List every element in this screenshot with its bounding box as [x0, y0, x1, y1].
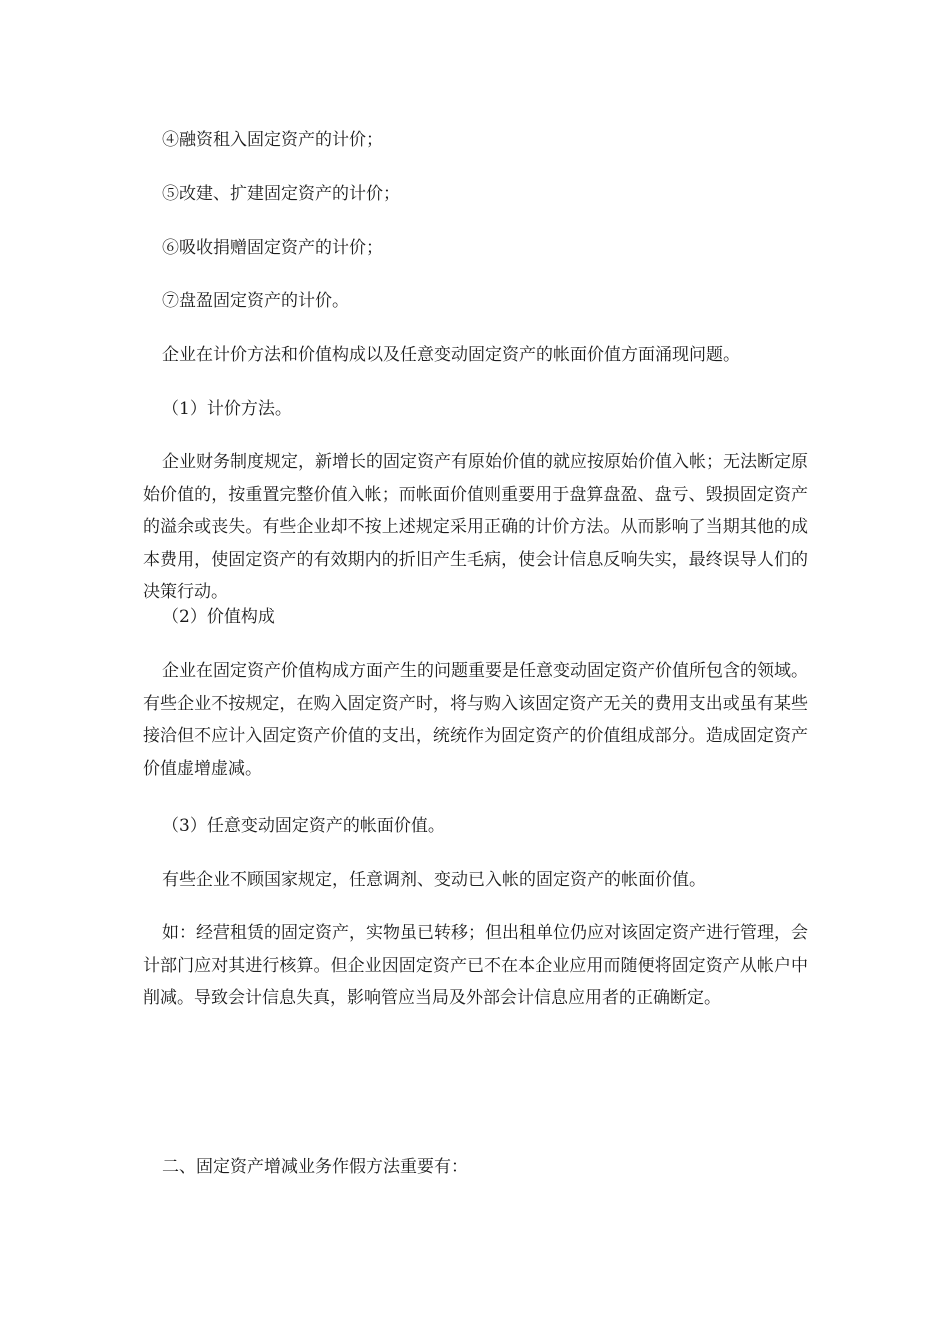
- section-body-pricing-method: 企业财务制度规定，新增长的固定资产有原始价值的就应按原始价值入帐；无法断定原始价值的，按重置完整价值入帐；而帐面价值则重要用于盘算盘盈、盘亏、毁损固定资产的溢余或丧失。有些企业却不按上述规定采用正确的计价方法。从而影响了当期其他的成本费用，使固定资产的有效期内的折旧产生毛病，使会计信息反响失实，最终误导人们的决策行动。: [143, 452, 808, 602]
- section-heading-value-composition: （2）价值构成: [162, 607, 275, 627]
- section-body-value-composition: 企业在固定资产价值构成方面产生的问题重要是任意变动固定资产价值所包含的领域。有些企业不按规定，在购入固定资产时，将与购入该固定资产无关的费用支出或虽有某些接洽但不应计入固定资产价值的支出，统统作为固定资产的价值组成部分。造成固定资产价值虚增虚减。: [143, 661, 808, 779]
- next-section-heading: 二、固定资产增减业务作假方法重要有：: [162, 1157, 468, 1177]
- section-heading-book-value-change: （3）任意变动固定资产的帐面价值。: [162, 816, 445, 836]
- list-item: ⑦盘盈固定资产的计价。: [162, 291, 349, 311]
- list-item: ④融资租入固定资产的计价；: [162, 130, 383, 150]
- example-paragraph: 如：经营租赁的固定资产，实物虽已转移；但出租单位仍应对该固定资产进行管理，会计部门应对其进行核算。但企业因固定资产已不在本企业应用而随便将固定资产从帐户中削减。导致会计信息失真，影响管应当局及外部会计信息应用者的正确断定。: [143, 923, 808, 1008]
- list-item: ⑤改建、扩建固定资产的计价；: [162, 184, 400, 204]
- list-item: ⑥吸收捐赠固定资产的计价；: [162, 238, 383, 258]
- section-body-book-value-change: 有些企业不顾国家规定，任意调剂、变动已入帐的固定资产的帐面价值。: [162, 870, 706, 890]
- section-heading-pricing-method: （1）计价方法。: [162, 399, 292, 419]
- intro-paragraph: 企业在计价方法和价值构成以及任意变动固定资产的帐面价值方面涌现问题。: [162, 345, 740, 365]
